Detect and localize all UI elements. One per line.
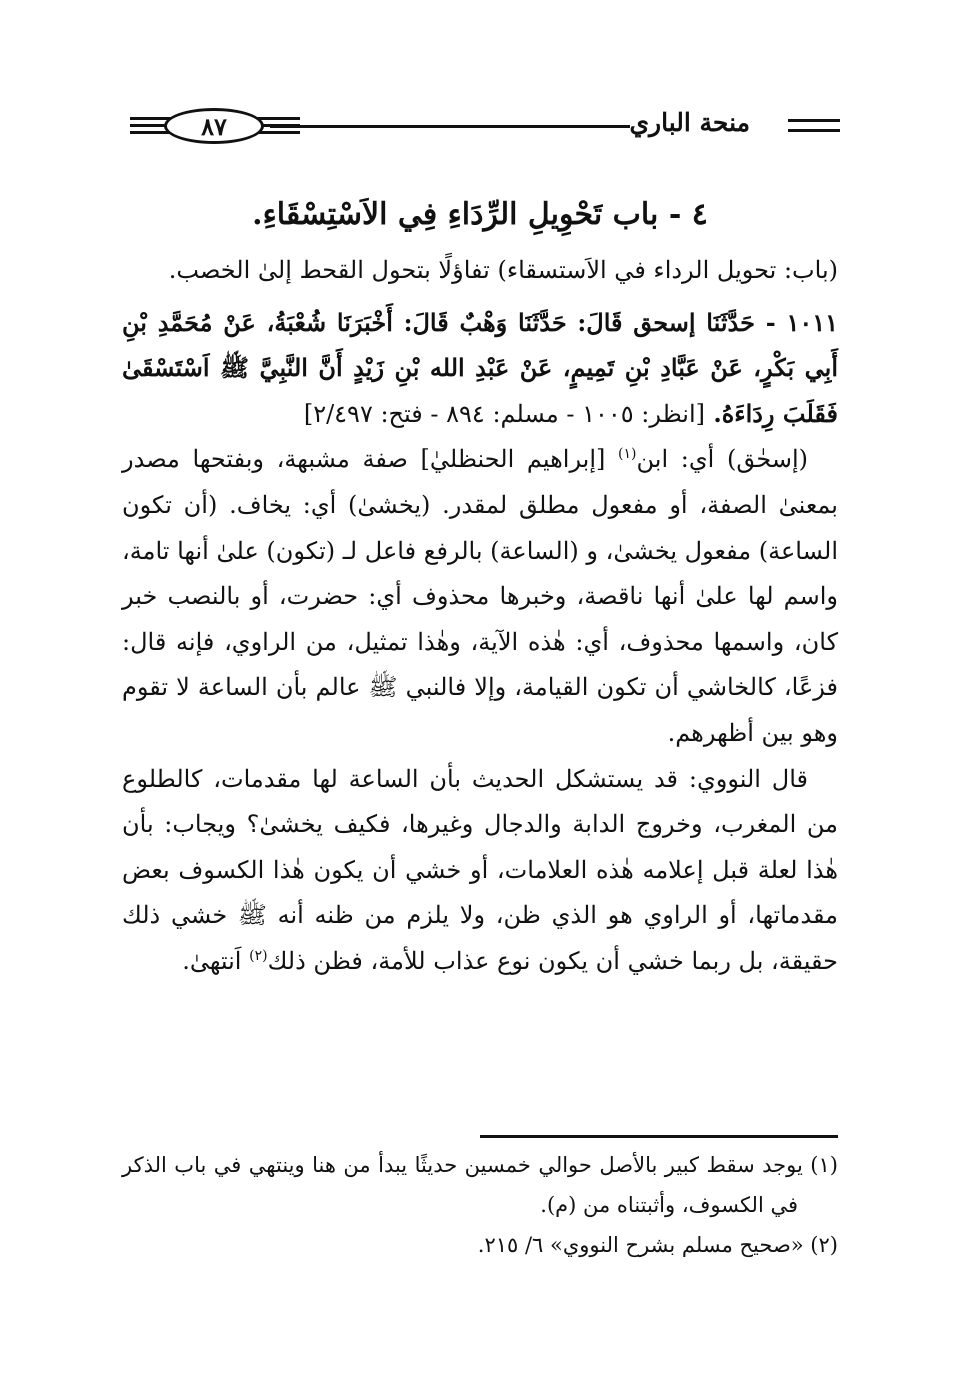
header-rule xyxy=(270,125,630,128)
footnote-1: (١) يوجد سقط كبير بالأصل حوالي خمسين حديثًا يبدأ من هنا وينتهي في باب الذكر في الكسوف، وأثبتناه من (م). xyxy=(122,1153,838,1217)
footnote-marker: (٢) xyxy=(249,947,268,964)
footnote-separator xyxy=(480,1135,838,1138)
chapter-explanation: (باب: تحويل الرداء في الاَستسقاء) تفاؤلًا بتحول القحط إلىٰ الخصب. xyxy=(168,256,838,284)
footnote-2: (٢) «صحيح مسلم بشرح النووي» ٦/ ٢١٥. xyxy=(477,1233,838,1257)
commentary-paragraph xyxy=(122,437,838,756)
main-content xyxy=(122,188,838,985)
commentary-text: قال النووي: قد يستشكل الحديث بأن الساعة لها مقدمات، كالطلوع من المغرب، وخروج الدابة والدجال وغيرها، فكيف يخشىٰ؟ ويجاب: بأن هٰذا لعلة قبل إعلامه هٰذه العلامات، أو خشي أن يكون هٰذا الكسوف بعض مقدماتها، أو الراوي هو الذي ظن، ولا يلزم من ظنه أنه ﷺ خشي ذلك حقيقة، بل ربما خشي أن يكون نوع عذاب للأمة، فظن ذلك xyxy=(122,764,838,975)
book-title: منحة الباري xyxy=(629,108,750,137)
chapter-title: ٤ - باب تَحْوِيلِ الرِّدَاءِ فِي الاَسْتِسْقَاءِ. xyxy=(252,197,708,232)
header-rule xyxy=(788,119,840,122)
commentary-text: (إسحٰق) أي: ابن xyxy=(636,445,808,474)
hadith-reference: [انظر: ١٠٠٥ - مسلم: ٨٩٤ - فتح: ٢/٤٩٧] xyxy=(303,399,705,428)
footnote-marker: (١) xyxy=(618,446,637,463)
footnotes xyxy=(122,1145,838,1265)
page-number: ٨٧ xyxy=(164,108,264,144)
commentary-paragraph xyxy=(122,757,838,985)
hadith-body: ١٠١١ - حَدَّثَنَا إسحق قَالَ: حَدَّثَنَا وَهْبٌ قَالَ: أَخْبَرَنَا شُعْبَةُ، عَنْ مُحَمَّدِ بْنِ أَبِي بَكْرٍ، عَنْ عَبَّادِ بْنِ تَمِيمٍ، عَنْ عَبْدِ الله بْنِ زَيْدٍ أَنَّ النَّبِيَّ ﷺ اَسْتَسْقَىٰ فَقَلَبَ رِدَاءَهُ. xyxy=(122,307,838,428)
hadith-text xyxy=(122,300,838,438)
commentary-text: اَنتهىٰ. xyxy=(182,946,250,975)
header-rule xyxy=(788,129,840,132)
page-header xyxy=(120,100,840,152)
commentary-text: [إبراهيم الحنظليٰ] صفة مشبهة، وبفتحها مصدر بمعنىٰ الصفة، أو مفعول مطلق لمقدر. (يخشىٰ) أي: يخاف. (أن تكون الساعة) مفعول يخشىٰ، و (الساعة) بالرفع فاعل لـ (تكون) علىٰ أنها تامة، واسم لها علىٰ أنها ناقصة، وخبرها محذوف أي: حضرت، أو بالنصب خبر كان، واسمها محذوف، أي: هٰذه الآية، وهٰذا تمثيل، من الراوي، فإنه قال: فزعًا، كالخاشي أن تكون القيامة، وإلا فالنبي ﷺ عالم بأن الساعة لا تقوم وهو بين أظهرهم. xyxy=(122,445,838,747)
